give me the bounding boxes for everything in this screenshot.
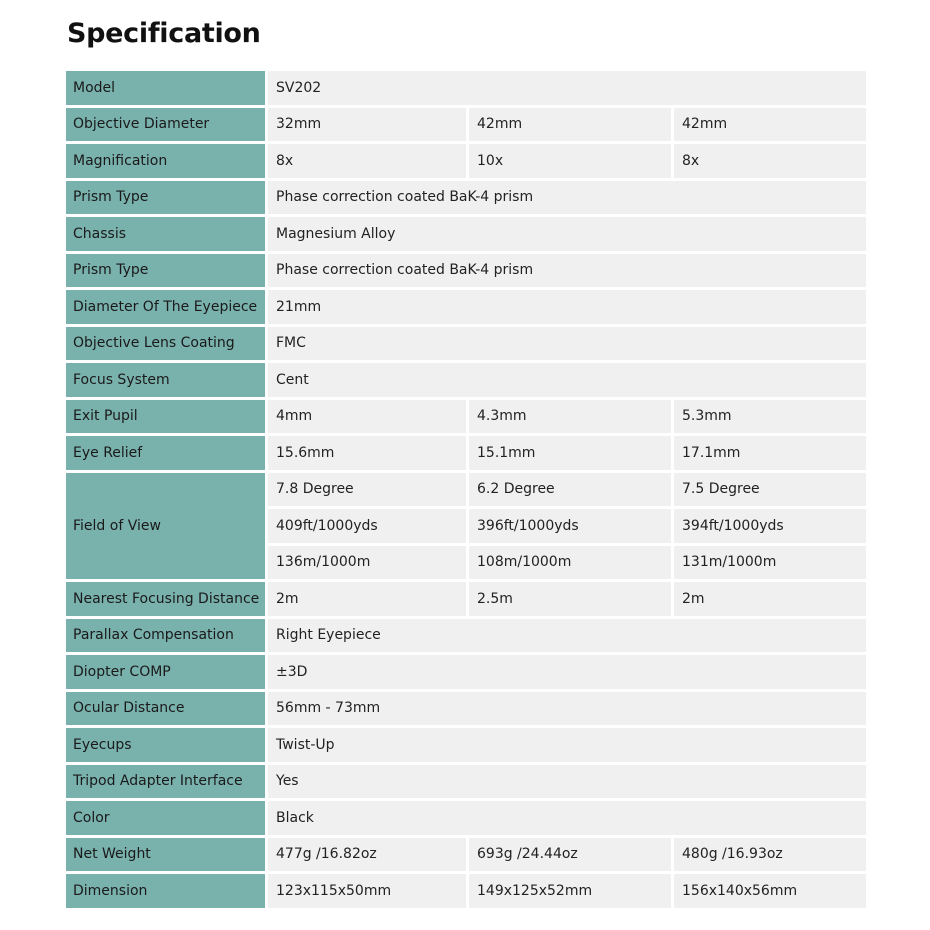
spec-value-tripod-adapter-interface: Yes xyxy=(268,765,866,799)
spec-value-magnification: 8x xyxy=(674,144,866,178)
spec-value-parallax-compensation: Right Eyepiece xyxy=(268,619,866,653)
spec-value-dimension: 149x125x52mm xyxy=(469,874,671,908)
spec-value-magnification: 10x xyxy=(469,144,671,178)
spec-value-field-of-view: 396ft/1000yds xyxy=(469,509,671,543)
spec-value-focus-system: Cent xyxy=(268,363,866,397)
spec-value-exit-pupil: 4.3mm xyxy=(469,400,671,434)
spec-label-net-weight: Net Weight xyxy=(66,838,265,872)
spec-label-dimension: Dimension xyxy=(66,874,265,908)
spec-value-field-of-view: 136m/1000m xyxy=(268,546,466,580)
spec-value-color: Black xyxy=(268,801,866,835)
spec-label-eyecups: Eyecups xyxy=(66,728,265,762)
spec-value-nearest-focusing-distance: 2m xyxy=(268,582,466,616)
spec-value-exit-pupil: 4mm xyxy=(268,400,466,434)
spec-value-objective-lens-coating: FMC xyxy=(268,327,866,361)
spec-value-field-of-view: 131m/1000m xyxy=(674,546,866,580)
spec-value-field-of-view: 7.5 Degree xyxy=(674,473,866,507)
spec-label-objective-lens-coating: Objective Lens Coating xyxy=(66,327,265,361)
spec-value-objective-diameter: 32mm xyxy=(268,108,466,142)
spec-value-magnification: 8x xyxy=(268,144,466,178)
spec-value-diopter-comp: ±3D xyxy=(268,655,866,689)
spec-label-tripod-adapter-interface: Tripod Adapter Interface xyxy=(66,765,265,799)
spec-value-model: SV202 xyxy=(268,71,866,105)
spec-value-dimension: 123x115x50mm xyxy=(268,874,466,908)
spec-value-exit-pupil: 5.3mm xyxy=(674,400,866,434)
spec-value-field-of-view: 108m/1000m xyxy=(469,546,671,580)
spec-label-eye-relief: Eye Relief xyxy=(66,436,265,470)
spec-value-field-of-view: 7.8 Degree xyxy=(268,473,466,507)
spec-label-focus-system: Focus System xyxy=(66,363,265,397)
spec-value-objective-diameter: 42mm xyxy=(674,108,866,142)
spec-value-field-of-view: 409ft/1000yds xyxy=(268,509,466,543)
spec-value-eye-relief: 15.1mm xyxy=(469,436,671,470)
spec-value-eye-relief: 15.6mm xyxy=(268,436,466,470)
spec-label-prism-type: Prism Type xyxy=(66,181,265,215)
spec-label-ocular-distance: Ocular Distance xyxy=(66,692,265,726)
spec-value-objective-diameter: 42mm xyxy=(469,108,671,142)
spec-value-nearest-focusing-distance: 2m xyxy=(674,582,866,616)
spec-label-chassis: Chassis xyxy=(66,217,265,251)
spec-value-field-of-view: 6.2 Degree xyxy=(469,473,671,507)
spec-value-prism-type: Phase correction coated BaK-4 prism xyxy=(268,254,866,288)
spec-label-diopter-comp: Diopter COMP xyxy=(66,655,265,689)
spec-value-net-weight: 693g /24.44oz xyxy=(469,838,671,872)
spec-value-net-weight: 477g /16.82oz xyxy=(268,838,466,872)
spec-value-diameter-of-the-eyepiece: 21mm xyxy=(268,290,866,324)
spec-table xyxy=(66,71,863,908)
spec-label-prism-type: Prism Type xyxy=(66,254,265,288)
spec-label-field-of-view: Field of View xyxy=(66,473,265,580)
spec-value-net-weight: 480g /16.93oz xyxy=(674,838,866,872)
spec-label-magnification: Magnification xyxy=(66,144,265,178)
spec-value-chassis: Magnesium Alloy xyxy=(268,217,866,251)
spec-label-parallax-compensation: Parallax Compensation xyxy=(66,619,265,653)
spec-value-field-of-view: 394ft/1000yds xyxy=(674,509,866,543)
spec-label-exit-pupil: Exit Pupil xyxy=(66,400,265,434)
spec-label-nearest-focusing-distance: Nearest Focusing Distance xyxy=(66,582,265,616)
page-title: Specification xyxy=(67,18,261,49)
spec-label-diameter-of-the-eyepiece: Diameter Of The Eyepiece xyxy=(66,290,265,324)
spec-value-ocular-distance: 56mm - 73mm xyxy=(268,692,866,726)
spec-value-nearest-focusing-distance: 2.5m xyxy=(469,582,671,616)
spec-value-prism-type: Phase correction coated BaK-4 prism xyxy=(268,181,866,215)
spec-label-objective-diameter: Objective Diameter xyxy=(66,108,265,142)
spec-value-dimension: 156x140x56mm xyxy=(674,874,866,908)
spec-label-color: Color xyxy=(66,801,265,835)
spec-value-eye-relief: 17.1mm xyxy=(674,436,866,470)
spec-label-model: Model xyxy=(66,71,265,105)
spec-value-eyecups: Twist-Up xyxy=(268,728,866,762)
